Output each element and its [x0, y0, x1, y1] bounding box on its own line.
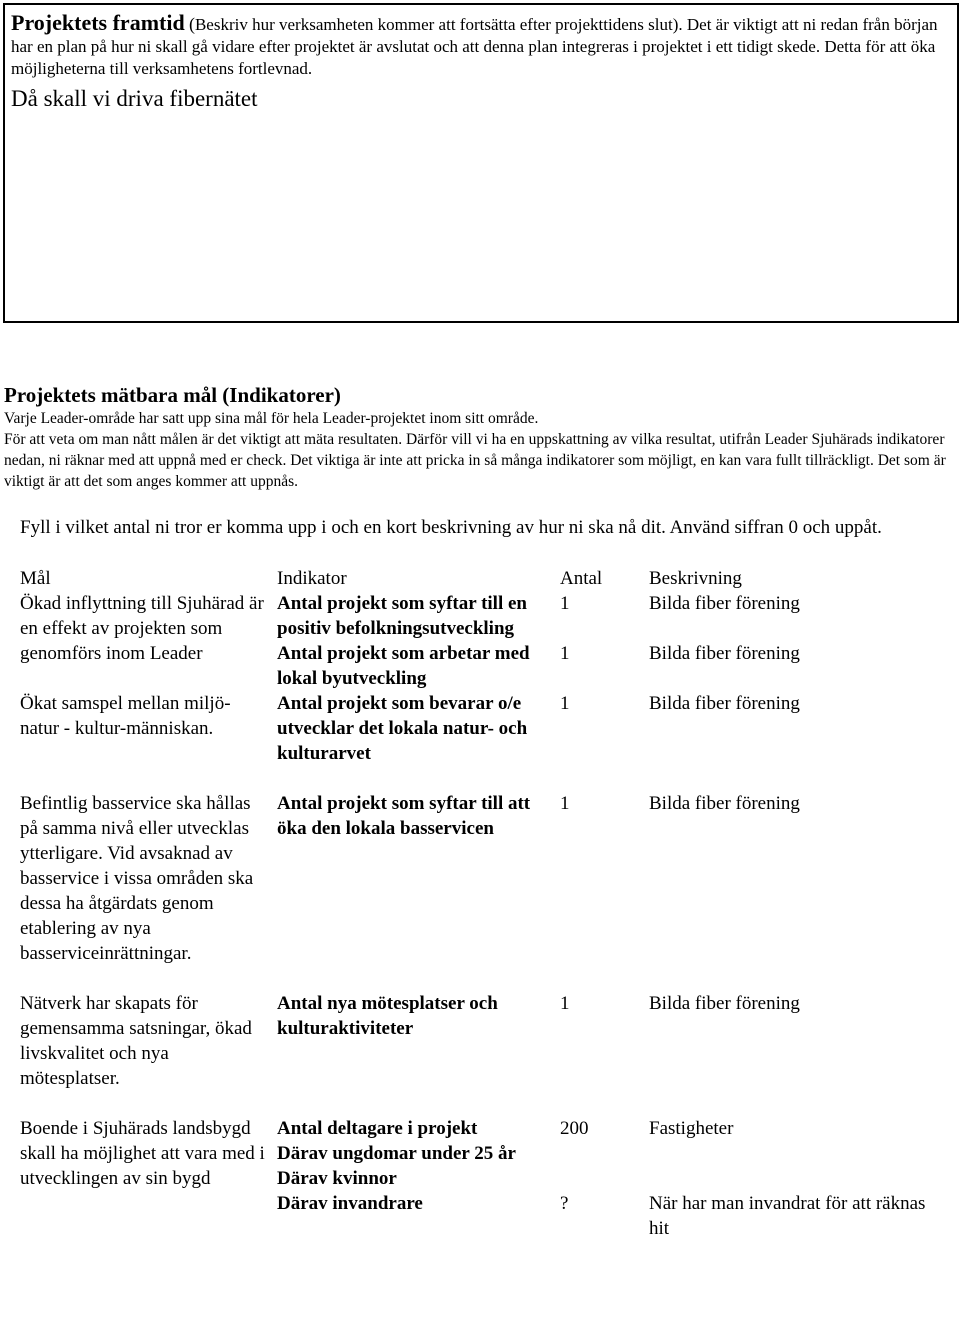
- header-count: Antal: [560, 568, 603, 589]
- future-title: Projektets framtid: [11, 10, 185, 35]
- description-cell[interactable]: Bilda fiber förening: [649, 793, 800, 814]
- description-cell[interactable]: Bilda fiber förening: [649, 643, 800, 664]
- count-cell[interactable]: [554, 1166, 643, 1191]
- future-header: [11, 12, 941, 80]
- goals-line-2: För att veta om man nått målen är det viktigt att mäta resultaten. Därför vill vi ha en uppskattning av vilka resultat, utifrån Leader Sjuhärads indikatorer nedan, ni räknar med att uppnå med er check. Det viktiga är inte att pricka in så många indikatorer som möjligt, en kan vara fullt tillräckligt. Det som är viktigt är att det som anges kommer att uppnås.: [4, 431, 946, 490]
- count-cell[interactable]: 1: [560, 593, 570, 614]
- goals-line-1: Varje Leader-område har satt upp sina mål för hela Leader-projektet inom sitt område.: [4, 410, 539, 427]
- goal-cell: Boende i Sjuhärads landsbygd skall ha möjlighet att vara med i utvecklingen av sin bygd: [20, 1118, 265, 1189]
- future-paren: (: [188, 14, 195, 34]
- table-header-row: [14, 566, 944, 591]
- indicator-cell: Därav kvinnor: [277, 1168, 397, 1189]
- indicator-table: [14, 566, 944, 1241]
- goal-cell: Nätverk har skapats för gemensamma satsningar, ökad livskvalitet och nya mötesplatser.: [20, 993, 252, 1089]
- count-cell[interactable]: 1: [560, 793, 570, 814]
- goal-cell: Ökad inflyttning till Sjuhärad är en effekt av projekten som genomförs inom Leader: [20, 593, 264, 664]
- indicator-cell: Antal projekt som arbetar med lokal byutveckling: [277, 643, 530, 689]
- description-cell[interactable]: Bilda fiber förening: [649, 693, 800, 714]
- future-description: Beskriv hur verksamheten kommer att fortsätta efter projekttidens slut). Det är viktigt att ni redan från början har en plan på hur ni skall gå vidare efter projektet är avslutat och att denna plan integreras i projektet i ett tidigt skede. Detta för att öka möjligheterna till verksamhetens fortlevnad.: [11, 15, 938, 78]
- table-row: [14, 691, 944, 766]
- goal-cell: Befintlig basservice ska hållas på samma nivå eller utvecklas ytterligare. Vid avsaknad av basservice i vissa områden ska dessa ha åtgärdats genom etablering av nya basserviceinrättningar.: [20, 793, 254, 964]
- header-indicator: Indikator: [277, 568, 347, 589]
- table-row: [14, 1116, 944, 1141]
- indicator-cell: Därav ungdomar under 25 år: [277, 1143, 516, 1164]
- description-cell[interactable]: Fastigheter: [649, 1118, 734, 1139]
- count-cell[interactable]: ?: [560, 1193, 569, 1214]
- table-row: [14, 991, 944, 1091]
- description-cell[interactable]: Bilda fiber förening: [649, 993, 800, 1014]
- row-spacer: [14, 1091, 944, 1116]
- count-cell[interactable]: 1: [560, 993, 570, 1014]
- row-spacer: [14, 966, 944, 991]
- row-spacer: [14, 766, 944, 791]
- header-goal: Mål: [20, 568, 51, 589]
- count-cell[interactable]: 1: [560, 643, 570, 664]
- indicator-cell: Antal deltagare i projekt: [277, 1118, 478, 1139]
- indicator-cell: Antal projekt som bevarar o/e utvecklar det lokala natur- och kulturarvet: [277, 693, 528, 764]
- future-box: [3, 3, 959, 323]
- indicator-cell: Antal projekt som syftar till att öka den lokala basservicen: [277, 793, 531, 839]
- indicator-cell: Därav invandrare: [277, 1193, 423, 1214]
- description-cell[interactable]: [643, 1141, 944, 1166]
- description-cell[interactable]: Bilda fiber förening: [649, 593, 800, 614]
- goals-title: Projektets mätbara mål (Indikatorer): [4, 383, 341, 407]
- count-cell[interactable]: [554, 1141, 643, 1166]
- goal-cell: Ökat samspel mellan miljö- natur - kultur-människan.: [20, 693, 231, 739]
- instruction-text: Fyll i vilket antal ni tror er komma upp i och en kort beskrivning av hur ni ska nå dit. Använd siffran 0 och uppåt.: [20, 517, 882, 538]
- indicator-cell: Antal projekt som syftar till en positiv befolkningsutveckling: [277, 593, 527, 639]
- description-cell[interactable]: När har man invandrat för att räknas hit: [649, 1193, 926, 1239]
- count-cell[interactable]: 200: [560, 1118, 589, 1139]
- header-description: Beskrivning: [649, 568, 742, 589]
- count-cell[interactable]: 1: [560, 693, 570, 714]
- description-cell[interactable]: [643, 1166, 944, 1191]
- table-row: [14, 591, 944, 641]
- indicator-cell: Antal nya mötesplatser och kulturaktiviteter: [277, 993, 498, 1039]
- table-row: [14, 791, 944, 966]
- future-answer[interactable]: Då skall vi driva fibernätet: [11, 86, 258, 111]
- goals-intro: [4, 408, 954, 492]
